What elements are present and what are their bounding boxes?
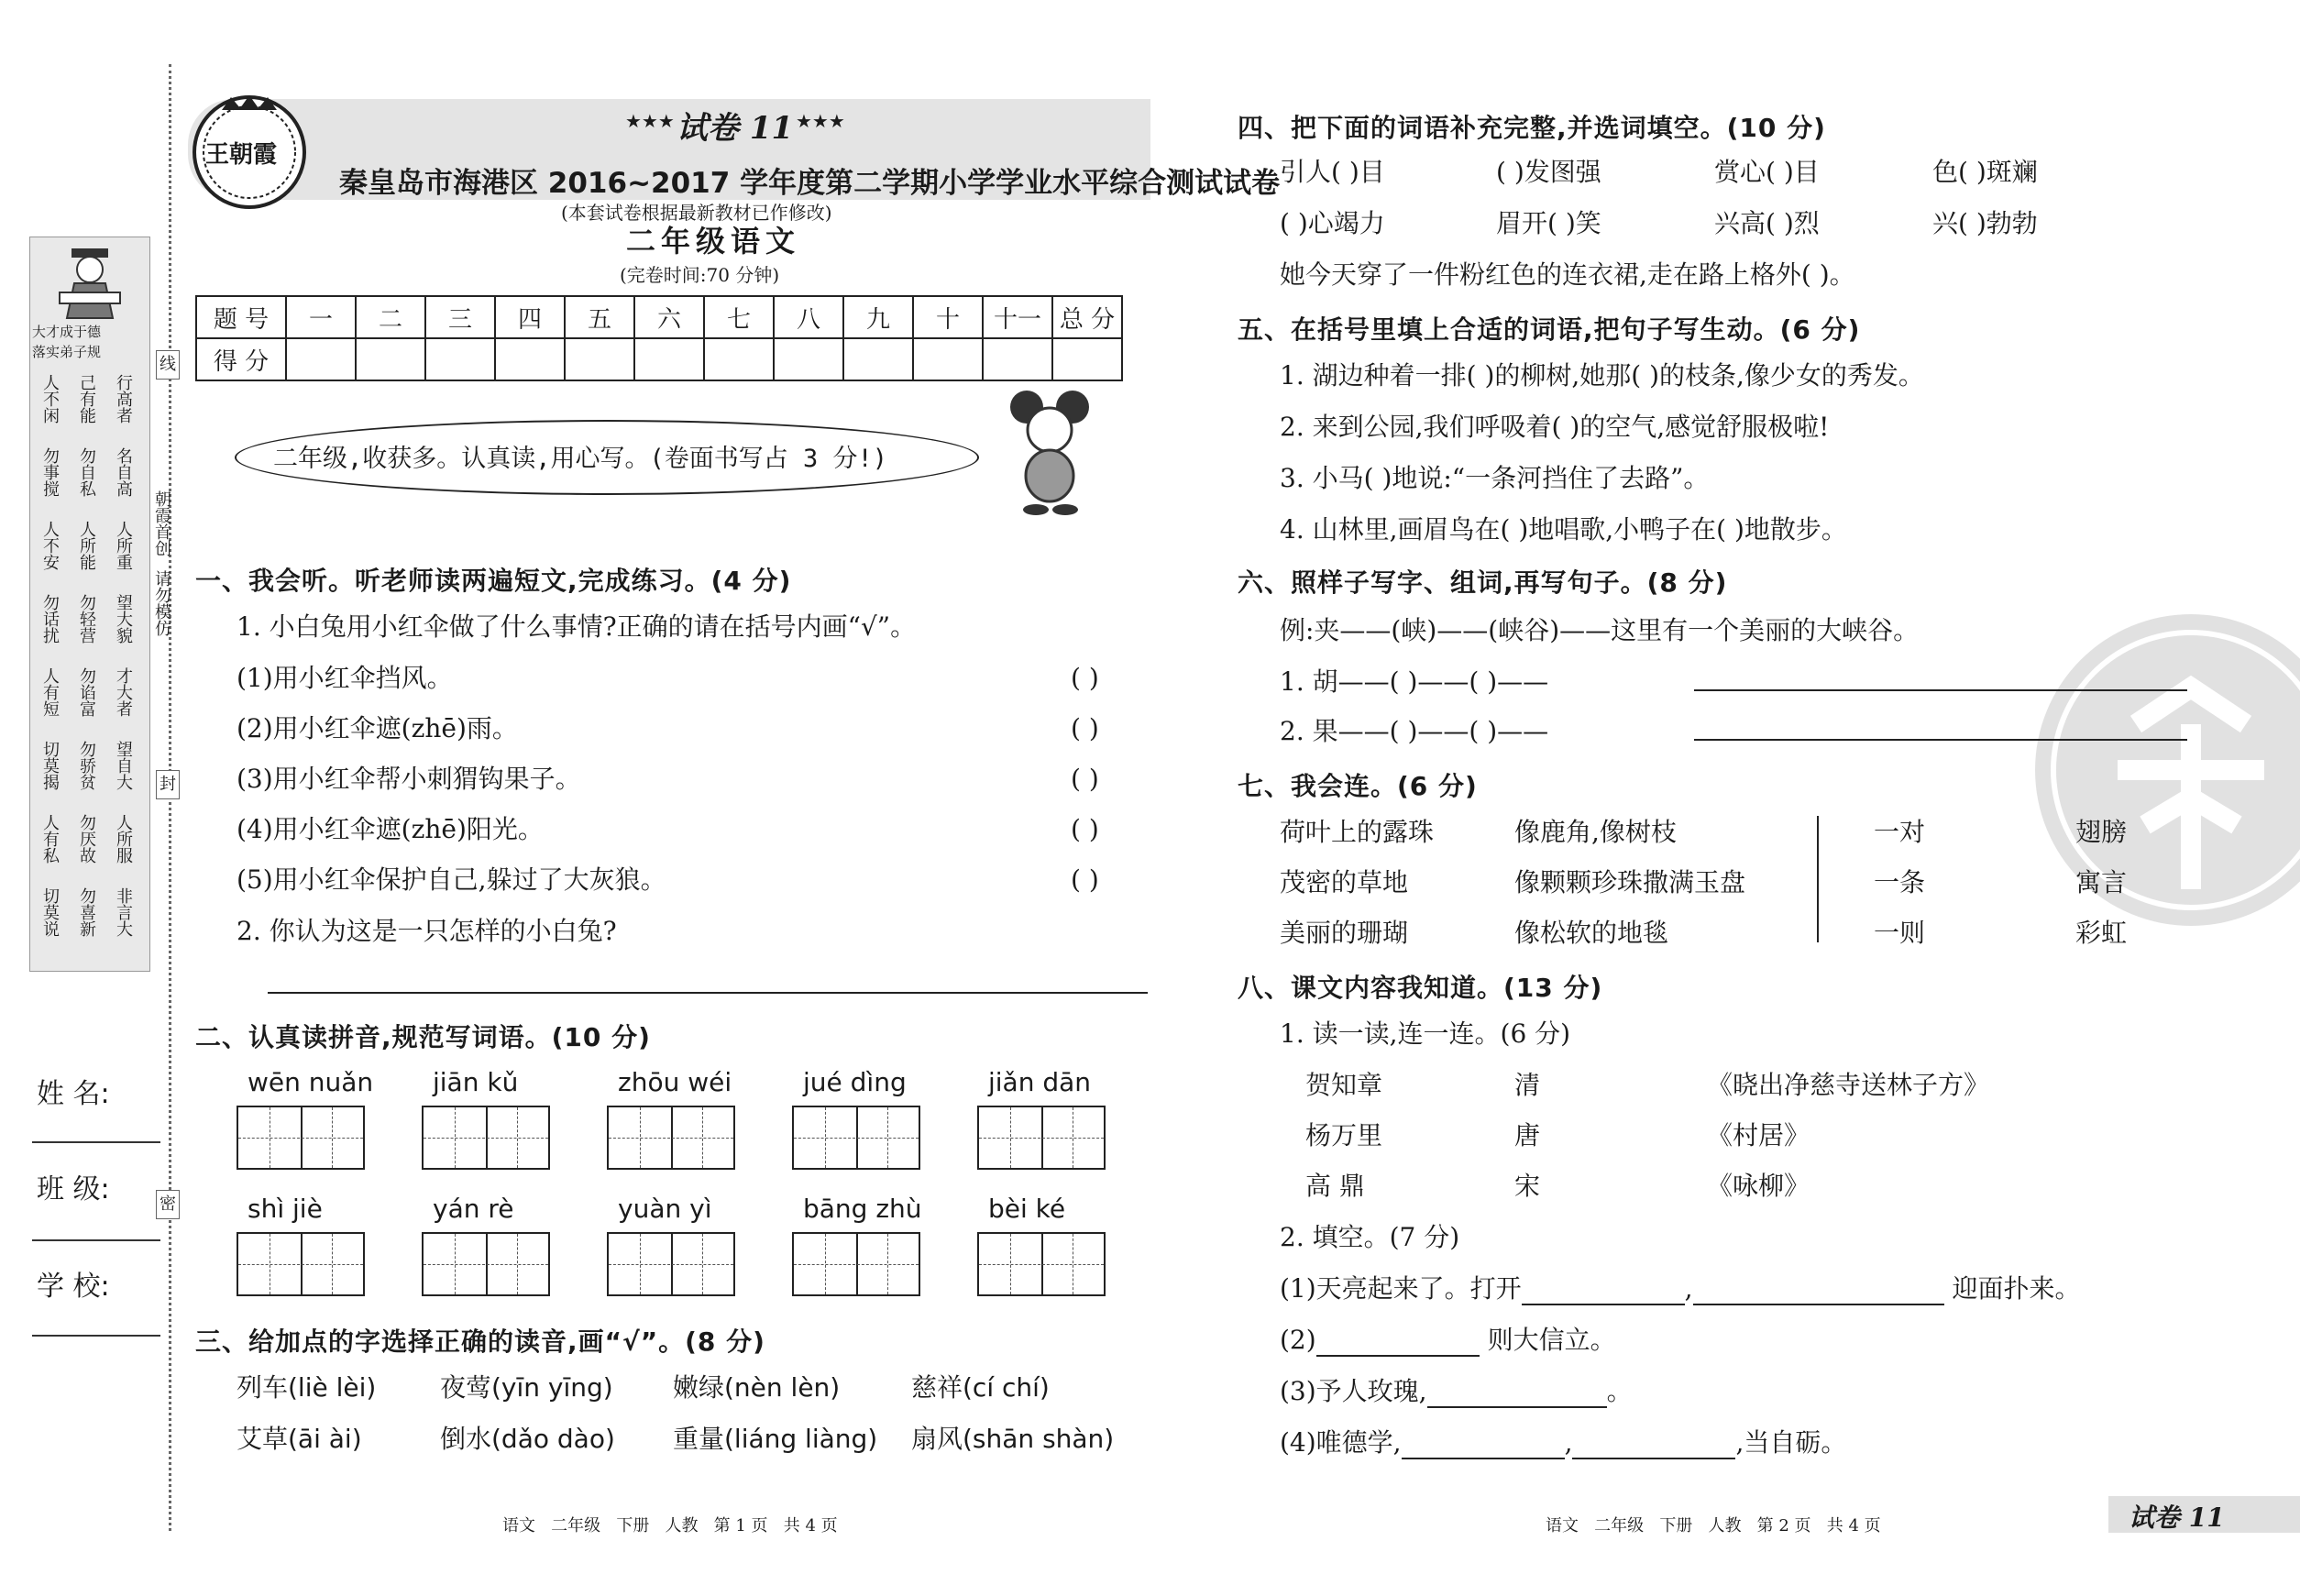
seal-secret: 密 <box>156 1190 180 1219</box>
score-header-cell: 八 <box>774 296 843 338</box>
q8-fill2-b: 则大信立。 <box>1487 1325 1616 1355</box>
score-table <box>195 295 1123 381</box>
q3-option[interactable]: 慈祥(cí chí) <box>911 1372 1050 1403</box>
q1-answer-paren[interactable]: ( ) <box>1071 864 1099 895</box>
grid-guide-h <box>609 1264 733 1265</box>
motto-column: 人有短 <box>40 667 60 717</box>
motto-column: 勿喜新 <box>77 887 96 937</box>
q8-blank-6[interactable] <box>1572 1430 1735 1459</box>
q3-option[interactable]: 倒水(dǎo dào) <box>440 1424 615 1454</box>
q4-idiom[interactable]: 色( )斑斓 <box>1932 157 2038 187</box>
motto-column: 勿事搅 <box>40 447 60 497</box>
grid-guide-h <box>238 1264 363 1265</box>
time-limit: (完卷时间:70 分钟) <box>620 264 780 286</box>
q4-sentence: 她今天穿了一件粉红色的连衣裙,走在路上格外( )。 <box>1280 259 1855 290</box>
revision-note: (本套试卷根据最新教材已作修改) <box>561 202 832 224</box>
grid-guide-h <box>979 1138 1104 1139</box>
motto-column: 人所服 <box>114 814 133 864</box>
q6-item-2: 2. 果——( )——( )—— <box>1280 716 1549 746</box>
q7-title: 七、我会连。(6 分) <box>1238 771 1478 801</box>
score-input-cell[interactable] <box>634 338 704 380</box>
exam-title: 秦皇岛市海港区 2016~2017 学年度第二学期小学学业水平综合测试试卷 <box>339 167 1281 200</box>
side-text-original: 朝霞首创 <box>152 490 171 556</box>
q7-col-d-item[interactable]: 翅膀 <box>2075 817 2128 847</box>
q2-writing-box[interactable] <box>422 1106 550 1170</box>
q8-blank-2[interactable] <box>1693 1276 1944 1305</box>
q7-col-b-item[interactable]: 像松软的地毯 <box>1514 918 1669 948</box>
q2-pinyin: shì jiè <box>248 1194 323 1224</box>
q8-fill3-b: 。 <box>1606 1376 1633 1406</box>
motto-column: 人不安 <box>40 521 60 570</box>
q2-pinyin: bāng zhù <box>803 1194 922 1224</box>
score-header-cell: 六 <box>634 296 704 338</box>
q8-poets-item[interactable]: 高 鼎 <box>1305 1171 1365 1201</box>
motto-column: 切莫说 <box>40 887 60 937</box>
q1-title: 一、我会听。听老师读两遍短文,完成练习。(4 分) <box>195 566 792 596</box>
q2-writing-box[interactable] <box>237 1106 365 1170</box>
q1-option: (5)用小红伞保护自己,躲过了大灰狼。 <box>237 864 666 895</box>
q4-idiom[interactable]: 兴( )勃勃 <box>1932 208 2038 238</box>
q8-fill-2 <box>1280 1324 1616 1357</box>
q2-pinyin: zhōu wéi <box>618 1067 732 1097</box>
q7-col-c-item[interactable]: 一条 <box>1874 867 1926 897</box>
q8-fill4-a: (4)唯德学, <box>1280 1427 1402 1458</box>
school-label: 学 校: <box>37 1271 110 1303</box>
q2-title: 二、认真读拼音,规范写词语。(10 分) <box>195 1022 651 1052</box>
subject-title: 二年级语文 <box>626 224 801 259</box>
q8-dynasties-item[interactable]: 清 <box>1514 1070 1541 1100</box>
series-label: 试卷 11 <box>677 110 794 147</box>
score-header-cell: 一 <box>286 296 356 338</box>
q3-title: 三、给加点的字选择正确的读音,画“√”。(8 分) <box>195 1326 765 1357</box>
school-line[interactable] <box>32 1335 160 1337</box>
q3-option[interactable]: 嫩绿(nèn lèn) <box>673 1372 841 1403</box>
q1-option: (2)用小红伞遮(zhē)雨。 <box>237 713 518 743</box>
q5-item[interactable]: 1. 湖边种着一排( )的柳树,她那( )的枝条,像少女的秀发。 <box>1280 360 1924 391</box>
q8-fill4-b: , <box>1564 1427 1573 1458</box>
q1-option: (3)用小红伞帮小刺猬钩果子。 <box>237 764 581 794</box>
score-input-cell[interactable] <box>356 338 425 380</box>
q6-title: 六、照样子写字、组词,再写句子。(8 分) <box>1238 567 1728 598</box>
footer-left: 语文 二年级 下册 人教 第 1 页 共 4 页 <box>502 1516 838 1535</box>
q6-item-1: 1. 胡——( )——( )—— <box>1280 666 1549 697</box>
motto-column: 行高者 <box>114 374 133 424</box>
motto-column: 勿谄富 <box>77 667 96 717</box>
q1-answer-line[interactable] <box>268 992 1148 994</box>
q7-col-b-item[interactable]: 像鹿角,像树枝 <box>1514 817 1677 847</box>
q8-sub1: 1. 读一读,连一连。(6 分) <box>1280 1018 1571 1049</box>
q8-blank-4[interactable] <box>1427 1379 1607 1408</box>
score-value-row <box>196 338 1122 380</box>
motto-columns <box>34 366 146 952</box>
q8-fill1-c: 迎面扑来。 <box>1952 1273 2081 1304</box>
score-header-row <box>196 296 1122 338</box>
q3-option[interactable]: 重量(liáng liàng) <box>673 1424 878 1454</box>
q2-writing-box[interactable] <box>607 1232 735 1296</box>
side-text-copy: 请勿模仿 <box>152 570 171 636</box>
score-input-cell[interactable] <box>704 338 774 380</box>
q2-pinyin: jué dìng <box>803 1067 907 1097</box>
q4-idiom[interactable]: 赏心( )目 <box>1714 157 1820 187</box>
q2-pinyin: jiān kǔ <box>433 1067 519 1097</box>
q8-fill1-a: (1)天亮起来了。打开 <box>1280 1273 1522 1304</box>
q2-writing-box[interactable] <box>237 1232 365 1296</box>
score-header-cell: 四 <box>495 296 565 338</box>
q5-title: 五、在括号里填上合适的词语,把句子写生动。(6 分) <box>1238 314 1861 345</box>
q8-dynasties-item[interactable]: 唐 <box>1514 1120 1541 1150</box>
q1-answer-paren[interactable]: ( ) <box>1071 663 1099 693</box>
q1-answer-paren[interactable]: ( ) <box>1071 713 1099 743</box>
motto-column: 勿自私 <box>77 447 96 497</box>
q5-item[interactable]: 3. 小马( )地说:“一条河挡住了去路”。 <box>1280 463 1710 493</box>
q7-col-c-item[interactable]: 一则 <box>1874 918 1926 948</box>
q2-pinyin: wēn nuǎn <box>248 1067 374 1097</box>
grid-guide-h <box>424 1138 548 1139</box>
q8-blank-5[interactable] <box>1402 1430 1565 1459</box>
q2-writing-box[interactable] <box>792 1106 920 1170</box>
q3-option[interactable]: 列车(liè lèi) <box>237 1372 377 1403</box>
q8-fill1-b: , <box>1684 1273 1693 1304</box>
score-header-cell: 十 <box>913 296 983 338</box>
seal-seal: 封 <box>156 770 180 799</box>
q8-poets-item[interactable]: 贺知章 <box>1305 1070 1383 1100</box>
score-input-cell[interactable] <box>425 338 495 380</box>
q1-option: (4)用小红伞遮(zhē)阳光。 <box>237 814 544 844</box>
motto-column: 才大者 <box>114 667 133 717</box>
q2-writing-box[interactable] <box>422 1232 550 1296</box>
q1-answer-paren[interactable]: ( ) <box>1071 814 1099 844</box>
logo-text: 王朝霞 <box>205 141 278 169</box>
score-header-cell: 总 分 <box>1052 296 1122 338</box>
q1-sub1: 1. 小白兔用小红伞做了什么事情?正确的请在括号内画“√”。 <box>237 611 917 642</box>
q8-fill3-a: (3)予人玫瑰, <box>1280 1376 1427 1406</box>
score-header-cell: 九 <box>843 296 913 338</box>
score-input-cell[interactable] <box>983 338 1052 380</box>
mouse-cartoon-icon <box>1008 389 1091 517</box>
grid-guide-h <box>609 1138 733 1139</box>
grid-guide-h <box>794 1138 919 1139</box>
q4-idiom[interactable]: 引人( )目 <box>1280 157 1385 187</box>
score-header-cell: 十一 <box>983 296 1052 338</box>
q5-item[interactable]: 2. 来到公园,我们呼吸着( )的空气,感觉舒服极啦! <box>1280 412 1830 442</box>
q7-divider <box>1817 816 1819 942</box>
q8-fill2-a: (2) <box>1280 1325 1316 1355</box>
motto-column: 人所重 <box>114 521 133 570</box>
q2-writing-box[interactable] <box>792 1232 920 1296</box>
q8-fill4-c: ,当自砺。 <box>1735 1427 1847 1458</box>
q8-title: 八、课文内容我知道。(13 分) <box>1238 973 1603 1003</box>
q4-idiom[interactable]: ( )发图强 <box>1496 157 1601 187</box>
q7-col-b-item[interactable]: 像颗颗珍珠撒满玉盘 <box>1514 867 1746 897</box>
q7-col-a-item[interactable]: 美丽的珊瑚 <box>1280 918 1409 948</box>
motto-column: 勿轻营 <box>77 594 96 644</box>
grid-guide-h <box>238 1138 363 1139</box>
q2-writing-box[interactable] <box>977 1232 1106 1296</box>
q2-writing-box[interactable] <box>977 1106 1106 1170</box>
score-input-cell[interactable] <box>913 338 983 380</box>
stars-right: ★★★ <box>796 110 845 132</box>
score-header-cell: 题 号 <box>196 296 286 338</box>
score-input-cell[interactable] <box>565 338 634 380</box>
banner-text: 二年级,收获多。认真读,用心写。(卷面书写占 3 分!) <box>273 445 888 473</box>
q1-sub2: 2. 你认为这是一只怎样的小白兔? <box>237 916 617 946</box>
q4-idiom[interactable]: 眉开( )笑 <box>1496 208 1601 238</box>
class-line[interactable] <box>32 1239 160 1241</box>
score-input-cell[interactable] <box>495 338 565 380</box>
q8-poems-item[interactable]: 《咏柳》 <box>1707 1171 1810 1201</box>
q2-pinyin: jiǎn dān <box>988 1067 1092 1097</box>
motto-column: 己有能 <box>77 374 96 424</box>
class-label: 班 级: <box>37 1173 110 1205</box>
motto-column: 望自大 <box>114 741 133 790</box>
motto-column: 人不闲 <box>40 374 60 424</box>
score-input-cell[interactable] <box>1052 338 1122 380</box>
score-input-cell[interactable] <box>843 338 913 380</box>
grid-guide-h <box>424 1264 548 1265</box>
q2-pinyin: yuàn yì <box>618 1194 712 1224</box>
q6-line-1[interactable] <box>1694 689 2187 691</box>
q4-idiom[interactable]: 兴高( )烈 <box>1714 208 1820 238</box>
q2-pinyin: bèi ké <box>988 1194 1066 1224</box>
q6-example: 例:夹——(峡)——(峡谷)——这里有一个美丽的大峡谷。 <box>1280 615 1920 645</box>
q3-option[interactable]: 夜莺(yīn yīng) <box>440 1372 613 1403</box>
q3-option[interactable]: 艾草(āi ài) <box>237 1424 362 1454</box>
motto-column: 勿话扰 <box>40 594 60 644</box>
q7-col-d-item[interactable]: 寓言 <box>2075 867 2128 897</box>
score-input-cell[interactable] <box>774 338 843 380</box>
q7-col-a-item[interactable]: 荷叶上的露珠 <box>1280 817 1435 847</box>
q2-pinyin: yán rè <box>433 1194 514 1224</box>
q1-option: (1)用小红伞挡风。 <box>237 663 453 693</box>
q1-answer-paren[interactable]: ( ) <box>1071 764 1099 794</box>
stars-left: ★★★ <box>625 110 675 132</box>
motto-column: 非言大 <box>114 887 133 937</box>
motto-column: 人所能 <box>77 521 96 570</box>
left-margin-panel <box>29 237 150 972</box>
q4-idiom[interactable]: ( )心竭力 <box>1280 208 1385 238</box>
q8-blank-1[interactable] <box>1522 1276 1685 1305</box>
motto-column: 勿骄贫 <box>77 741 96 790</box>
score-row-label: 得 分 <box>196 338 286 380</box>
q8-fill-1 <box>1280 1272 2081 1305</box>
motto-column: 勿厌故 <box>77 814 96 864</box>
q7-col-c-item[interactable]: 一对 <box>1874 817 1926 847</box>
q8-poems-item[interactable]: 《村居》 <box>1707 1120 1810 1150</box>
footer-badge: 试卷 11 <box>2129 1502 2225 1533</box>
q4-title: 四、把下面的词语补充完整,并选词填空。(10 分) <box>1238 113 1826 143</box>
score-header-cell: 二 <box>356 296 425 338</box>
name-label: 姓 名: <box>37 1078 110 1110</box>
q8-poets-item[interactable]: 杨万里 <box>1305 1120 1383 1150</box>
q8-poems-item[interactable]: 《晓出净慈寺送林子方》 <box>1707 1070 1990 1100</box>
name-line[interactable] <box>32 1141 160 1143</box>
score-header-cell: 三 <box>425 296 495 338</box>
q2-writing-box[interactable] <box>607 1106 735 1170</box>
grid-guide-h <box>794 1264 919 1265</box>
q8-blank-3[interactable] <box>1316 1327 1480 1357</box>
motto-sub: 落实弟子规 <box>32 344 102 360</box>
q8-fill-3 <box>1280 1375 1633 1408</box>
footer-right: 语文 二年级 下册 人教 第 2 页 共 4 页 <box>1546 1516 1881 1535</box>
q7-col-a-item[interactable]: 茂密的草地 <box>1280 867 1409 897</box>
q8-dynasties-item[interactable]: 宋 <box>1514 1171 1541 1201</box>
motto-column: 名自高 <box>114 447 133 497</box>
q8-sub2: 2. 填空。(7 分) <box>1280 1222 1460 1252</box>
grid-guide-h <box>979 1264 1104 1265</box>
score-header-cell: 七 <box>704 296 774 338</box>
motto-top: 大才成于德 <box>32 324 102 340</box>
q8-fill-4 <box>1280 1426 1846 1459</box>
score-header-cell: 五 <box>565 296 634 338</box>
q6-line-2[interactable] <box>1694 739 2187 741</box>
score-input-cell[interactable] <box>286 338 356 380</box>
q5-item[interactable]: 4. 山林里,画眉鸟在( )地唱歌,小鸭子在( )地散步。 <box>1280 514 1847 545</box>
motto-column: 人有私 <box>40 814 60 864</box>
seal-line: 线 <box>156 350 180 380</box>
q3-option[interactable]: 扇风(shān shàn) <box>911 1424 1115 1454</box>
motto-column: 望大貌 <box>114 594 133 644</box>
motto-column: 切莫揭 <box>40 741 60 790</box>
q7-col-d-item[interactable]: 彩虹 <box>2075 918 2128 948</box>
scholar-figure-icon <box>58 247 122 320</box>
